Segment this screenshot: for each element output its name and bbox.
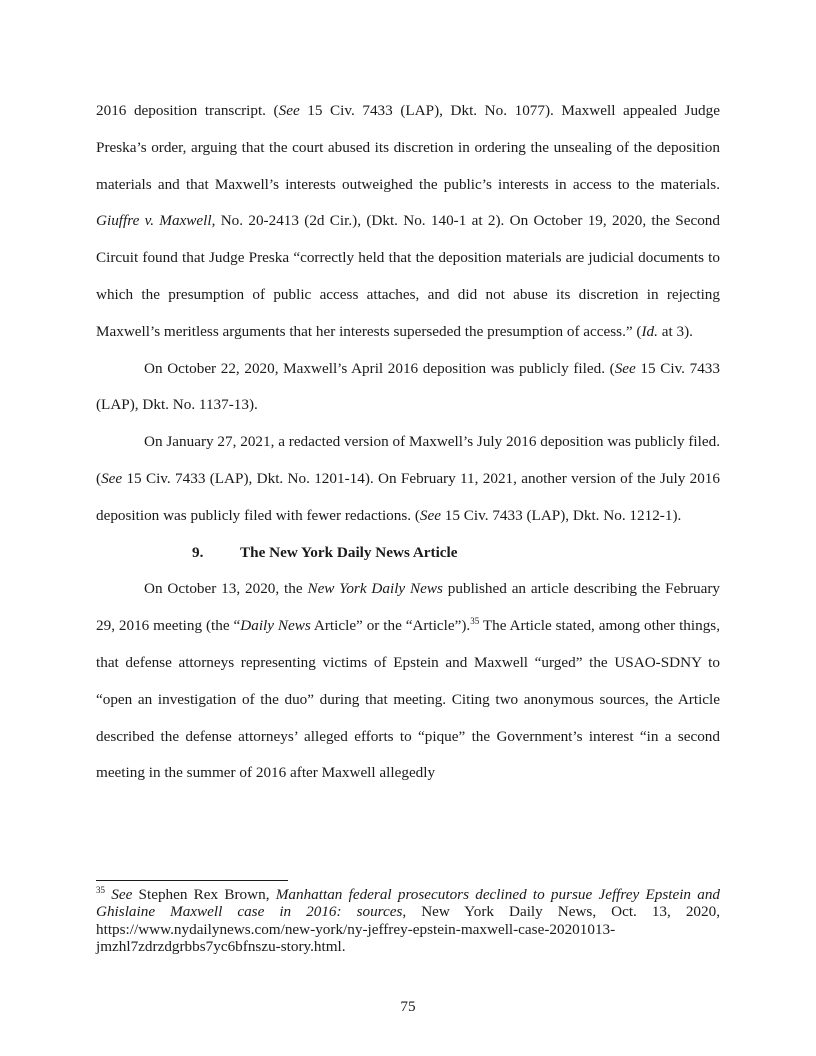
citation-signal: Id.: [641, 322, 658, 340]
section-title: The New York Daily News Article: [240, 543, 458, 561]
text-run: 15 Civ. 7433 (LAP), Dkt. No. 1137-13).: [96, 359, 720, 414]
publication-name: New York Daily News: [307, 580, 443, 598]
case-name: Giuffre v. Maxwell: [96, 212, 212, 230]
text-run: , No. 20-2413 (2d Cir.), (Dkt. No. 140-1 at 2). On October 19, 2020, the Second Circuit found that Judge Preska “correctly held that the deposition materials are judicial documents to which the presumption of public access attaches, and did not abuse its discretion in rejecting Maxwell’s meritless arguments that her interests superseded the presumption of access.” (: [96, 212, 720, 340]
page-number: 75: [400, 998, 416, 1015]
text-run: 15 Civ. 7433 (LAP), Dkt. No. 1201-14). On February 11, 2021, another version of the July 2016 deposition was publicly filed with fewer redactions. (: [96, 469, 720, 524]
text-run: On October 22, 2020, Maxwell’s April 2016 deposition was publicly filed. (: [144, 359, 615, 377]
citation-signal: See: [614, 359, 636, 377]
paragraph-deposition-appeal: [96, 93, 720, 351]
section-heading: [96, 535, 720, 572]
text-run: The Article stated, among other things, that defense attorneys representing victims of Epstein and Maxwell “urged” the USAO-SDNY to “open an investigation of the duo” during that meeting. Citing two anonymous sources, the Article described the defense attorneys’ alleged efforts to “pique” the Government’s interest “in a second meeting in the summer of 2016 after Maxwell allegedly: [96, 617, 721, 782]
citation-signal: See: [101, 469, 123, 487]
text-run: 15 Civ. 7433 (LAP), Dkt. No. 1212-1).: [441, 506, 682, 524]
citation-signal: See: [111, 886, 133, 903]
footnote-separator: [96, 880, 288, 881]
paragraph-daily-news-article: [96, 571, 720, 792]
footnote-35: [96, 886, 720, 956]
article-title: Manhattan federal prosecutors declined to pursue Jeffrey Epstein and Ghislaine Maxwell case in 2016: sources: [96, 886, 721, 921]
footnote-reference[interactable]: 35: [470, 616, 480, 627]
text-run: On January 27, 2021, a redacted version of Maxwell’s July 2016 deposition was publicly filed. (: [96, 433, 720, 487]
paragraph-july-deposition: [96, 424, 720, 534]
text-run: published an article describing the February 29, 2016 meeting (the “: [96, 580, 721, 635]
text-run: Stephen Rex Brown,: [132, 886, 276, 903]
body-text: [96, 93, 720, 792]
text-run: 2016 deposition transcript. (: [96, 102, 279, 119]
text-run: at 3).: [657, 322, 693, 340]
text-run: 15 Civ. 7433 (LAP), Dkt. No. 1077). Maxwell appealed Judge Preska’s order, arguing that the court abused its discretion in ordering the unsealing of the deposition materials and that Maxwell’s interests outweighed the public’s interests in access to the materials.: [96, 102, 720, 193]
publication-name: Daily News: [240, 617, 311, 635]
footnote-source-url[interactable]: , New York Daily News, Oct. 13, 2020, https://www.nydailynews.com/new-york/ny-jeffrey-epstein-maxwell-case-20201013-jmzhl7zdrzdgrbbs7yc6bfnszu-story.html.: [96, 903, 720, 956]
section-number: 9.: [192, 543, 204, 561]
text-run: On October 13, 2020, the: [144, 580, 308, 598]
footnote-number: 35: [96, 885, 105, 895]
text-run: Article” or the “Article”).: [310, 617, 471, 635]
citation-signal: See: [419, 506, 441, 524]
citation-signal: See: [278, 102, 300, 119]
paragraph-april-deposition: [96, 351, 720, 425]
